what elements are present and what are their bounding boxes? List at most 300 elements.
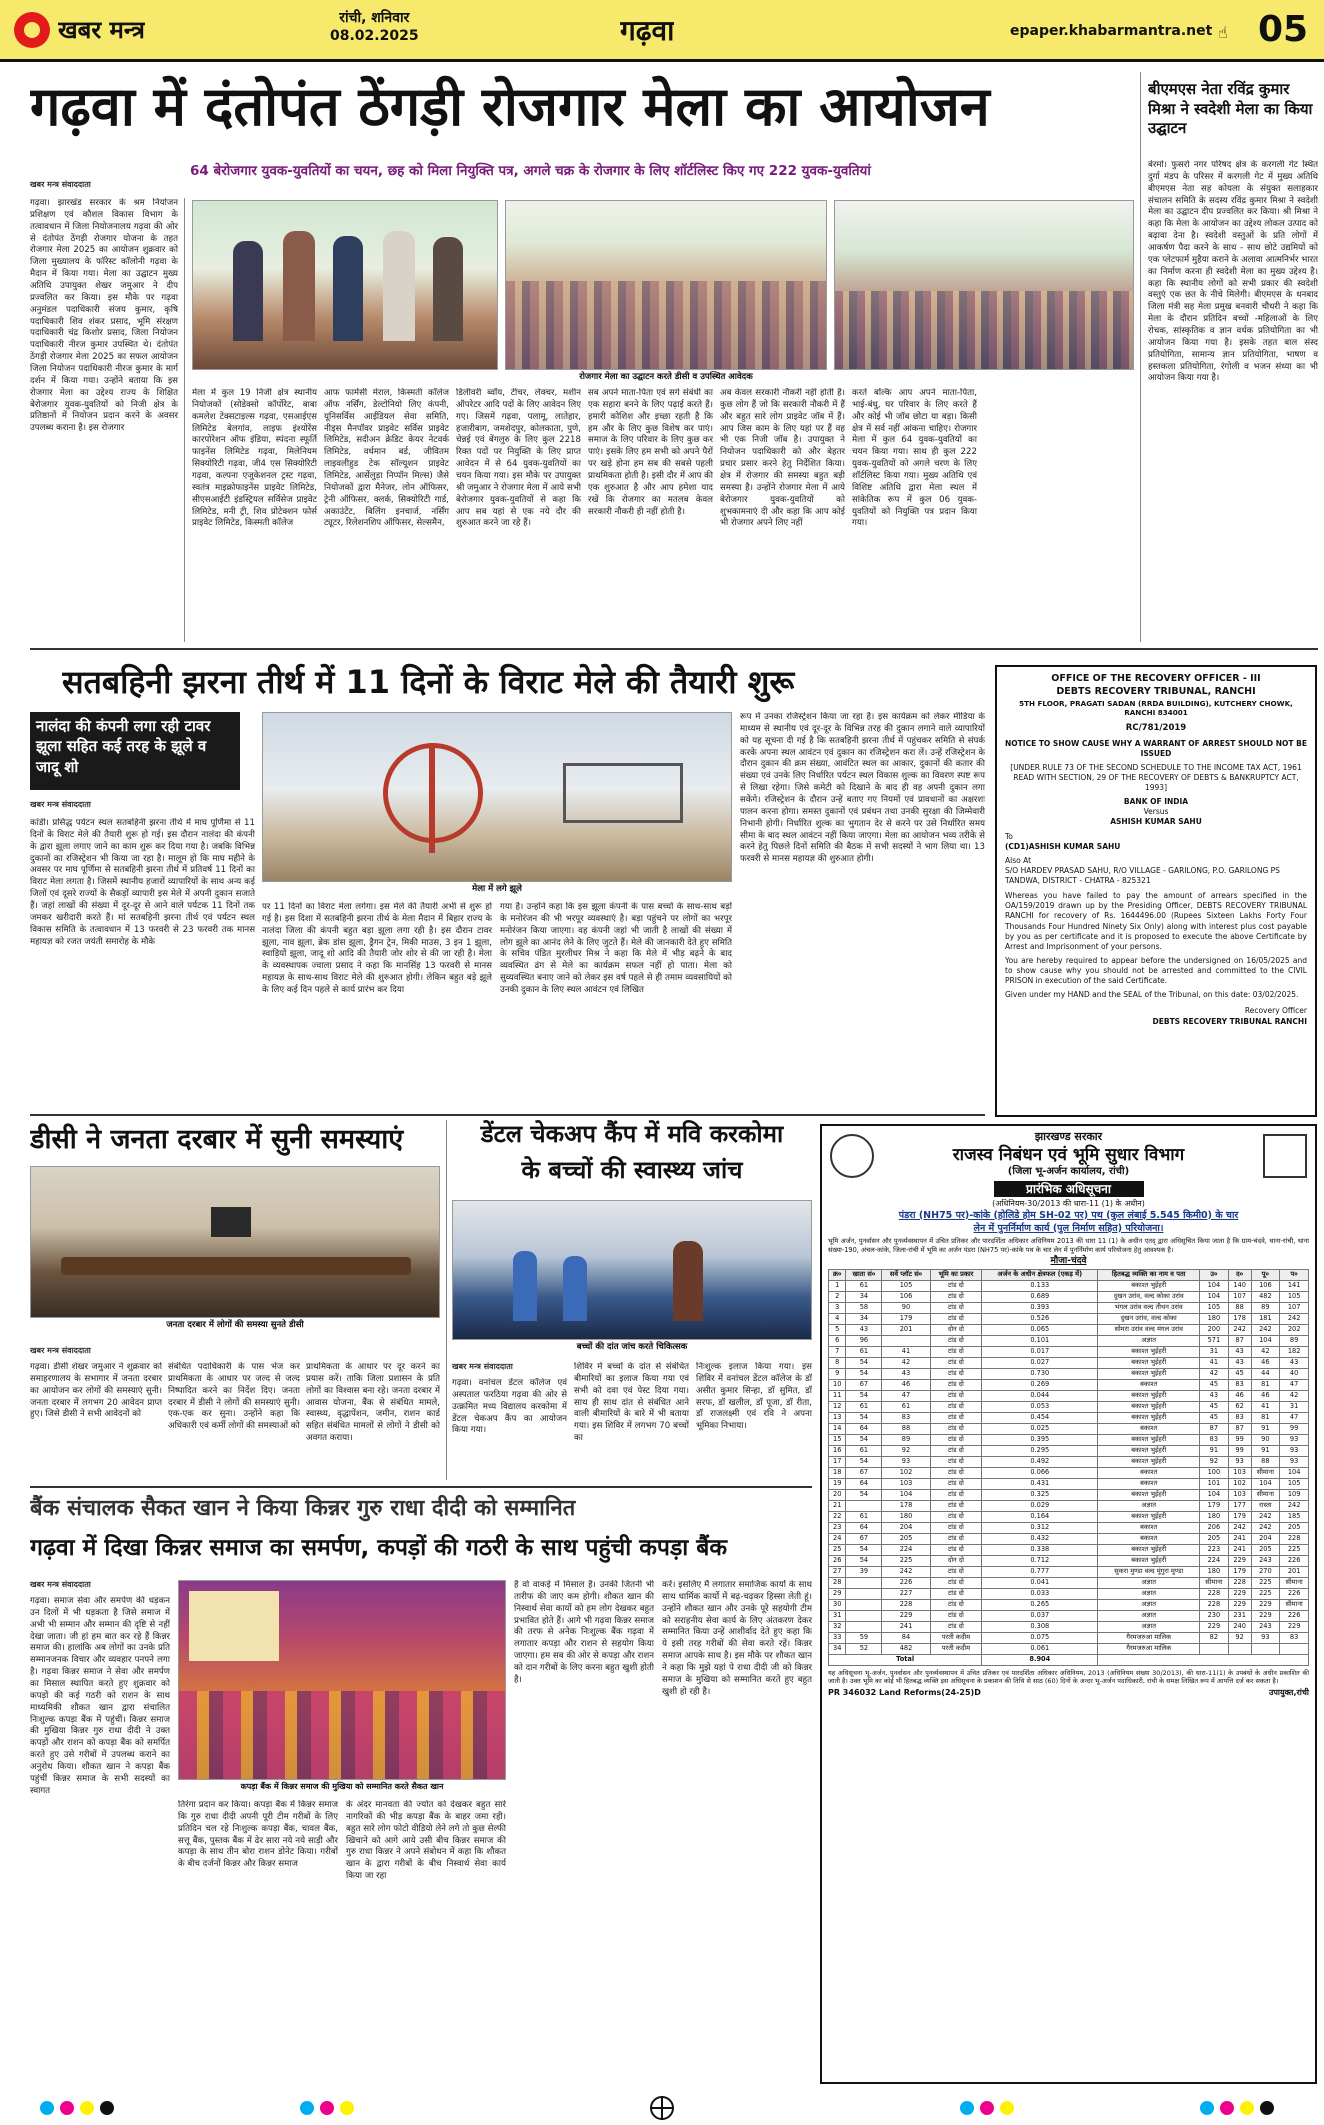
- table-cell: 67: [846, 1533, 882, 1544]
- table-cell: 93: [1228, 1456, 1251, 1467]
- table-cell: 39: [846, 1566, 882, 1577]
- land-table-header: उ०: [1200, 1269, 1229, 1280]
- table-cell: 204: [882, 1522, 930, 1533]
- table-cell: 19: [829, 1478, 846, 1489]
- table-cell: बकाश्त भुईहरी: [1098, 1412, 1200, 1423]
- table-cell: 242: [1251, 1324, 1280, 1335]
- table-cell: [1280, 1643, 1309, 1654]
- table-cell: बकाश्त: [1098, 1379, 1200, 1390]
- table-cell: टांड दो: [930, 1302, 982, 1313]
- story5-col1: गढ़वा। समाज सेवा और समर्पण की धड़कन उन दिलों में भी धड़कता है जिसे समाज में अभी भी सम्मान और सम्मान की दृष्टि से नहीं देखा जाता। जी हां हम बात कर रहे हैं किन्नर समाज की। हालांकि अब लोगों का उनके प्रति सम्मानजनक विचार और व्यवहार पनपने लगा है। गढ़वा किन्नर समाज ने सेवा और समर्पण का मिसाल स्थापित करते हुए शुक्रवार को कपड़ों की कई गठरी को राशन के साथ माध्यमिकी शौकत खान द्वारा संचालित निःशुल्क कपड़ा बैंक में पहुंचीं। किन्नर समाज की मुखिया किन्नर गुरु राधा दीदी ने उक्त कपड़ों और राशन को कपड़ा बैंक को समर्पित करते हुए उसे गरीबों में उपलब्ध कराने का अनुरोध किया। शौकत खान ने कपड़ा बैंक पहुंचीं किन्नर समाज के सभी सदस्यों का स्वागत: [30, 1596, 170, 1796]
- table-cell: 10: [829, 1379, 846, 1390]
- table-cell: 47: [1280, 1412, 1309, 1423]
- table-row: [829, 1368, 1309, 1379]
- table-cell: 99: [1228, 1445, 1251, 1456]
- table-cell: टांड दो: [930, 1588, 982, 1599]
- table-cell: सीमाना: [1251, 1489, 1280, 1500]
- table-cell: 0.526: [982, 1313, 1098, 1324]
- notice-versus: Versus: [1143, 807, 1169, 817]
- table-cell: 54: [846, 1390, 882, 1401]
- table-cell: 242: [1251, 1522, 1280, 1533]
- cursor-icon: ☝: [1218, 23, 1228, 42]
- table-cell: 91: [1251, 1423, 1280, 1434]
- land-sign: उपायुक्त,रांची: [1268, 1688, 1309, 1698]
- table-cell: बकाश्त: [1098, 1533, 1200, 1544]
- table-cell: टांड दो: [930, 1533, 982, 1544]
- table-cell: 54: [846, 1357, 882, 1368]
- table-row: [829, 1577, 1309, 1588]
- table-cell: 29: [829, 1588, 846, 1599]
- table-cell: 224: [1200, 1555, 1229, 1566]
- story4-col1: गढ़वा। वनांचल डेंटल कॉलेज एवं अस्पताल फरठिया गढ़वा की ओर से उत्क्रमित मध्य विद्यालय करकोमा में डेंटल चेकअप कैंप का आयोजन किया गया।: [452, 1378, 567, 1436]
- table-cell: 227: [882, 1588, 930, 1599]
- table-cell: 20: [829, 1489, 846, 1500]
- table-cell: टांड दो: [930, 1599, 982, 1610]
- story2-col1: कांडी। प्रसिद्ध पर्यटन स्थल सतबहिनी झरना तीर्थ में माघ पूर्णिमा से 11 दिनों के विराट मेले की तैयारी शुरू हो गई। इस दौरान नालंदा की कंपनी के द्वारा झूला लगाए जाने का काम शुरू कर दिया गया है। जबकि विभिन्न दुकानों का रजिस्ट्रेशन भी किया जा रहा है। मालूम हो कि माघ महीने के अवसर पर माघ पूर्णिमा से सतबहिनी झरना तीर्थ में प्रतिवर्ष 11 दिनों का विराट मेला लगता है। जिसमें स्थानीय हजारों व्यापारियों के साथ अन्य कई जिलों एवं दूसरे राज्यों के सैकड़ों व्यापारी इस मेले में अपनी दुकान सजाते हैं। जहां लाखों की संख्या में दूर-दूर से आने वाले पर्यटक 11 दिनों तक जमकर खरीदारी करते हैं। मां सतबहिनी झरना तीर्थ एवं पर्यटन स्थल विकास समिति के तत्वावधान में 13 फरवरी से 23 फरवरी तक मानस महायज्ञ को रजत जयंती समारोह के मौके: [30, 818, 255, 947]
- land-table-header: अर्जन के अधीन क्षेत्रफल (एकड़ में): [982, 1269, 1098, 1280]
- table-cell: 107: [1228, 1291, 1251, 1302]
- table-cell: टांड दो: [930, 1610, 982, 1621]
- table-cell: 0.712: [982, 1555, 1098, 1566]
- print-registration-bar: [0, 2092, 1324, 2125]
- table-cell: 34: [846, 1291, 882, 1302]
- table-cell: 7: [829, 1346, 846, 1357]
- table-cell: बकाश्त भुईहरी: [1098, 1456, 1200, 1467]
- total-label: Total: [829, 1654, 982, 1665]
- story4-col2: शिविर में बच्चों के दांत से संबंधित बीमारियों का इलाज किया गया एवं सभी को दवा एवं पेस्ट दिया गया। साथ ही साथ दांत से संबंधित आने वाली बीमारियों के बारे में भी बताया गया। इस शिविर में लगभग 70 बच्चों का: [574, 1362, 689, 1444]
- land-dept: राजस्व निबंधन एवं भूमि सुधार विभाग: [952, 1144, 1185, 1165]
- table-cell: 182: [1280, 1346, 1309, 1357]
- bms-text: बेरमो। फुसरो नगर परिषद क्षेत्र के करगली गेट स्थित दुर्गा मंडप के परिसर में करगली गेट में मुख्य अतिथि बीएमएस नेता सह कोयला के संयुक्त सलाहकार संचालन समिति के सदस्य रविंद्र कुमार मिश्रा ने स्वदेशी मेला का उद्घाटन दीप प्रज्वलित कर किया। श्री मिश्रा ने कहा कि मेला के आयोजन का उद्देश्य लोकल उत्पाद को बढ़ावा देना है। स्वदेशी वस्तुओं के प्रति लोगों में आकर्षण पैदा करने के साथ - साथ छोटे उद्यमियों को एक प्लेटफार्म मुहैया कराने के अलावा आत्मनिर्भर भारत का निर्माण करना ही स्वदेशी मेला का मुख्य उद्देश्य है। कहा कि स्थानीय लोगों को सभी प्रकार की स्वदेशी वस्तुएं एक छत के नीचे मिलेगी। बीएमएस के धनबाद जिला मंत्री सह मेला प्रमुख बनवारी चौधरी ने कहा कि मेला के दौरान प्रतिदिन बच्चों -महिलाओं के लिए रोचक, सांस्कृतिक व ज्ञान वर्धक प्रतियोगिता का भी आयोजन किया गया है। इसके तहत बाल संस्द प्रतियोगिता, सामान्य ज्ञान प्रतियोगिता, भाषण व हस्तकला प्रतियोगिता, रंगोली व भजन संध्या का भी आयोजन किया गया है।: [1148, 160, 1318, 384]
- table-cell: 83: [1228, 1379, 1251, 1390]
- epaper-link[interactable]: epaper.khabarmantra.net: [1010, 23, 1213, 39]
- table-cell: 185: [1280, 1511, 1309, 1522]
- table-cell: 0.492: [982, 1456, 1098, 1467]
- land-table-header: क्र०: [829, 1269, 846, 1280]
- table-cell: बकाश्त भुईहरी: [1098, 1511, 1200, 1522]
- land-mouja: मौजा-चंदवे: [1050, 1256, 1087, 1267]
- land-table-header: प०: [1280, 1269, 1309, 1280]
- table-cell: 0.033: [982, 1588, 1098, 1599]
- table-row: [829, 1324, 1309, 1335]
- table-row: [829, 1313, 1309, 1324]
- table-cell: 228: [1228, 1577, 1251, 1588]
- table-cell: टांड दो: [930, 1467, 982, 1478]
- table-cell: 6: [829, 1335, 846, 1346]
- table-row: [829, 1357, 1309, 1368]
- table-cell: 42: [882, 1357, 930, 1368]
- table-cell: 64: [846, 1522, 882, 1533]
- table-cell: 2: [829, 1291, 846, 1302]
- table-cell: 14: [829, 1423, 846, 1434]
- table-cell: 200: [1200, 1324, 1229, 1335]
- table-cell: 93: [882, 1456, 930, 1467]
- table-cell: 46: [882, 1379, 930, 1390]
- brand-name: खबर मन्त्र: [58, 16, 145, 44]
- table-cell: 0.101: [982, 1335, 1098, 1346]
- table-cell: 205: [882, 1533, 930, 1544]
- table-cell: बकाश्त भुईहरी: [1098, 1368, 1200, 1379]
- table-cell: अज्ञात: [1098, 1610, 1200, 1621]
- table-cell: 41: [1251, 1401, 1280, 1412]
- table-cell: 104: [1251, 1478, 1280, 1489]
- table-row: [829, 1302, 1309, 1313]
- story5-col4: है वो वाकई में मिसाल है। उनकी जितनी भी तारीफ की जाए कम होगी। शौकत खान की निस्वार्थ सेवा कार्यो को हम लोग देखकर बहुत प्रभावित होते हैं। आगे भी गढ़वा किन्नर समाज की तरफ से अनेक निःशुल्क बैंक गढ़वा में लगातार कपड़ा और राशन से सहयोग किया जाएगा। हम सब की ओर से कपड़ा और राशन को दान गरीबों के लिए करना बहुत खुशी होती है।: [514, 1580, 654, 1685]
- table-row: [829, 1291, 1309, 1302]
- table-cell: 180: [882, 1511, 930, 1522]
- hall-photo: [834, 200, 1134, 370]
- table-cell: 242: [1228, 1324, 1251, 1335]
- table-cell: अज्ञात: [1098, 1500, 1200, 1511]
- table-row: [829, 1610, 1309, 1621]
- table-cell: टांड दो: [930, 1478, 982, 1489]
- table-cell: 93: [1280, 1434, 1309, 1445]
- table-cell: 59: [846, 1632, 882, 1643]
- notice-tribunal: DEBTS RECOVERY TRIBUNAL, RANCHI: [1056, 685, 1256, 697]
- land-table-header: खाता सं०: [846, 1269, 882, 1280]
- table-cell: 42: [1200, 1368, 1229, 1379]
- table-row: [829, 1335, 1309, 1346]
- story4-byline: खबर मन्त्र संवाददाता: [452, 1362, 513, 1371]
- land-govt: झारखण्ड सरकार: [1034, 1130, 1103, 1143]
- table-cell: 21: [829, 1500, 846, 1511]
- notice-rule: [UNDER RULE 73 OF THE SECOND SCHEDULE TO THE INCOME TAX ACT, 1961 READ WITH SECTION, 29 OF THE RECOVERY OF DEBTS & BANKRUPTCY ACT, 1993]: [1010, 762, 1302, 793]
- table-row: [829, 1555, 1309, 1566]
- table-cell: 242: [1251, 1511, 1280, 1522]
- govt-emblem-icon: [830, 1134, 874, 1178]
- table-row: [829, 1456, 1309, 1467]
- table-cell: 223: [1200, 1544, 1229, 1555]
- table-cell: 83: [1280, 1632, 1309, 1643]
- table-cell: टांड दो: [930, 1621, 982, 1632]
- story3-caption: जनता दरबार में लोगों की समस्या सुनते डीसी: [166, 1320, 304, 1330]
- table-row: [829, 1280, 1309, 1291]
- table-cell: 0.066: [982, 1467, 1098, 1478]
- story4-headline-1: डेंटल चेकअप कैंप में मवि करकोमा: [480, 1120, 784, 1148]
- table-cell: 30: [829, 1599, 846, 1610]
- table-cell: अज्ञात: [1098, 1621, 1200, 1632]
- table-cell: 228: [882, 1599, 930, 1610]
- table-cell: 42: [1280, 1390, 1309, 1401]
- table-cell: 54: [846, 1544, 882, 1555]
- table-cell: टांड दो: [930, 1566, 982, 1577]
- table-row: [829, 1566, 1309, 1577]
- land-table-header: हितबद्ध व्यक्ति का नाम व पता: [1098, 1269, 1200, 1280]
- table-cell: 23: [829, 1522, 846, 1533]
- table-cell: 0.027: [982, 1357, 1098, 1368]
- table-cell: दोन दो: [930, 1324, 982, 1335]
- table-cell: परती कदीम: [930, 1643, 982, 1654]
- table-cell: 180: [1200, 1511, 1229, 1522]
- table-row: [829, 1379, 1309, 1390]
- table-cell: 0.777: [982, 1566, 1098, 1577]
- table-cell: 229: [1228, 1588, 1251, 1599]
- table-cell: 242: [1228, 1522, 1251, 1533]
- story1-col3: आफ फार्मेसी मेराल, किस्मती कॉलेज ऑफ नर्सिंग, डेल्टोनियो लिए कंपनी, यूनिसर्विस आईडियल सेवा समिति, नीड्स मैनपॉवर प्राइवेट सर्विस प्राइवेट लिमिटेड, सदीअन क्रेडिट केयर नेटवर्क लिमिटेड, वर्धमान बर्ड, जीवितम लाइवलीहुड टेक सॉल्यूशन प्राइवेट लिमिटेड, आर्सेलुड़ा निप्पॉन मिल्स) जैसे नियोजकों द्वारा मैनेजर, लोन ऑफिसर, ट्रेनी ऑफिसर, क्लर्क, सिक्योरिटी गार्ड, अकाउंटेंट, बिलिंग इनचार्ज, नर्सिंग ट्यूटर, रिलेशनशिप ऑफिसर, सेल्समैन,: [324, 388, 449, 529]
- story4-headline-2: के बच्चों की स्वास्थ्य जांच: [521, 1156, 743, 1184]
- table-cell: टांड दो: [930, 1357, 982, 1368]
- table-cell: 28: [829, 1577, 846, 1588]
- table-cell: सीमाना: [1280, 1577, 1309, 1588]
- table-cell: 141: [1280, 1280, 1309, 1291]
- page-number: 05: [1258, 9, 1309, 50]
- story2-col4: रूप में उनका रजिस्ट्रेशन किया जा रहा है। इस कार्यक्रम को लेकर मीडिया के माध्यम से स्थानीय एवं दूर-दूर के विभिन्न तरह की दुकान लगाने वाले व्यापारियों को यह सूचना दी गई है कि सतबहिनी झरना तीर्थ में पहुंचकर समिति से संपर्क करके अपना स्थल आवंटन एवं दुकान का रजिस्ट्रेशन करा लें। उन्हें रजिस्ट्रेशन के दौरान दुकान की क्रम संख्या, आवंटित स्थल का आकार, दुकानों की कतार की संख्या एवं उनके लिए निर्धारित पर्यटन स्थल विकास शुल्क का विवरण स्पष्ट रूप से लिखा रहेगा। जिसे कमेटी को दिखाने के बाद ही वह अपनी दुकान लगा सकेंगे। रजिस्ट्रेशन के दौरान उन्हें बताए गए नियमों एवं प्रावधानों का अक्षरशः पालन करना होगा। समस्त दुकानों एवं प्रबंधन तथा उनकी सुरक्षा की जिम्मेवारी निभानी होगी। निर्धारित शुल्क का भुगतान देर से करने पर उसे निर्धारित समय सीमा के बाद स्थल आवंटन नहीं किया जाएगा। मेला का आयोजन भव्य तरीके से करने हेतु पिछले दिनों समिति की बैठक में सभी सदस्यों ने भाग लिया था। 13 फरवरी से मानस महायज्ञ की शुरुआत होगी।: [740, 712, 985, 865]
- table-cell: 243: [1251, 1555, 1280, 1566]
- table-cell: 15: [829, 1434, 846, 1445]
- table-row: [829, 1588, 1309, 1599]
- total-spacer: [1098, 1654, 1309, 1665]
- table-cell: 4: [829, 1313, 846, 1324]
- story2-kicker: नालंदा की कंपनी लगा रही टावर झूला सहित कई तरह के झूले व जादू शो: [36, 717, 211, 776]
- story2-kicker-box: [30, 712, 240, 790]
- notice-rc-no: RC/781/2019: [1125, 723, 1187, 734]
- notice-address: 5TH FLOOR, PRAGATI SADAN (RRDA BUILDING), KUTCHERY CHOWK, RANCHI 834001: [1019, 698, 1293, 718]
- table-cell: 54: [846, 1412, 882, 1423]
- table-cell: [846, 1588, 882, 1599]
- table-cell: 46: [1251, 1357, 1280, 1368]
- table-cell: 43: [882, 1368, 930, 1379]
- table-cell: 43: [1228, 1346, 1251, 1357]
- table-cell: बकाश्त भुईहरी: [1098, 1280, 1200, 1291]
- table-cell: 46: [1251, 1390, 1280, 1401]
- table-cell: दुखन उरांव, वल्द कोका उरांव: [1098, 1291, 1200, 1302]
- table-cell: टांड दो: [930, 1489, 982, 1500]
- table-cell: 571: [1200, 1335, 1229, 1346]
- table-cell: बकाश्त: [1098, 1522, 1200, 1533]
- table-cell: 45: [1200, 1401, 1229, 1412]
- table-cell: 93: [1251, 1632, 1280, 1643]
- table-cell: 96: [846, 1335, 882, 1346]
- table-row: [829, 1500, 1309, 1511]
- table-cell: 104: [1280, 1467, 1309, 1478]
- total-value: 8.904: [982, 1654, 1098, 1665]
- table-cell: 103: [882, 1478, 930, 1489]
- story1-col5: सब अपने माता-पिता एवं सगे संबंधी का एक सहारा बनने के लिए पढ़ाई करते हैं। हमारी कोशिश और इच्छा रहती है कि हम और के लिए कुछ विशेष कर पाएं। समाज के लिए परिवार के लिए कुछ कर पाएं। इसके लिए हम सभी को अपने पैरों पर खड़े होना हम सब की सबसे पहली प्राथमिकता होती है। इसी दौर में आप की एक शुरुआत है और आप हमेशा याद रखें कि रोजगार का मतलब केवल सरकारी नौकरी ही नहीं होती है।: [588, 388, 713, 517]
- table-cell: अज्ञात: [1098, 1588, 1200, 1599]
- table-cell: टांड दो: [930, 1401, 982, 1412]
- table-cell: 225: [1251, 1588, 1280, 1599]
- table-cell: 89: [1280, 1335, 1309, 1346]
- table-cell: 91: [1251, 1445, 1280, 1456]
- table-cell: टांड दो: [930, 1379, 982, 1390]
- notice-bank: BANK OF INDIA: [1123, 797, 1189, 807]
- table-cell: 105: [882, 1280, 930, 1291]
- table-row: [829, 1511, 1309, 1522]
- table-cell: 42: [1251, 1346, 1280, 1357]
- kapda-bank-photo: [178, 1580, 506, 1780]
- table-row: [829, 1621, 1309, 1632]
- table-cell: रास्ता: [1251, 1500, 1280, 1511]
- table-cell: [846, 1599, 882, 1610]
- table-cell: 224: [882, 1544, 930, 1555]
- story3-col3: प्राथमिकता के आधार पर दूर करने का प्रयास करें। ताकि जिला प्रशासन के प्रति लोगों का विश्वास बना रहे। जनता दरबार में आवास योजना, बैंक से संबंधित मामले, स्वास्थ्य, वृद्धापेंशन, जमीन, राशन कार्ड सहित संबंधित मामलों से लोगों ने डीसी को अवगत कराया।: [306, 1362, 440, 1444]
- table-cell: 0.044: [982, 1390, 1098, 1401]
- table-cell: [1228, 1643, 1251, 1654]
- table-cell: 105: [1280, 1478, 1309, 1489]
- table-cell: 84: [882, 1632, 930, 1643]
- table-cell: 242: [882, 1566, 930, 1577]
- table-cell: 0.730: [982, 1368, 1098, 1379]
- inauguration-photo: [192, 200, 498, 370]
- story2-col2: पर 11 दिनों का विराट मेला लगेगा। इस मेले की तैयारी अभी से शुरू हो गई है। इस दिशा में सतबहिनी झरना तीर्थ के मेला मैदान में बिहार राज्य के नालंदा जिला की कंपनी बहुत बड़ा झूला लगा रही है। इस दौरान टावर झूला, नाव झूला, ब्रेक डांस झूला, ड्रैगन ट्रेन, मिकी माउस, 3 इन 1 झूला, स्वाड़ियों झूला, जादू शो आदि की तैयारी जोर शोर से की जा रही है। मेला के व्यवस्थापक ज्वाला प्रसाद ने कहा कि मानसिंह 13 फरवरी से मानस महायज्ञ के साथ-साथ विराट मेले की शुरुआत होगी। लेकिन बहुत बड़े झूले के लिए कई दिन पहले से कार्य प्रारंभ कर दिया: [262, 902, 492, 996]
- table-cell: 99: [1228, 1434, 1251, 1445]
- notice-office: OFFICE OF THE RECOVERY OFFICER - III: [1051, 673, 1261, 684]
- table-cell: 88: [1251, 1456, 1280, 1467]
- table-cell: सोमरा उरांव वल्द मंगल उरांव: [1098, 1324, 1200, 1335]
- story1-byline: खबर मन्त्र संवाददाता: [30, 180, 91, 189]
- table-cell: 91: [1200, 1445, 1229, 1456]
- table-cell: 34: [829, 1643, 846, 1654]
- table-cell: 89: [1251, 1302, 1280, 1313]
- table-cell: 93: [1280, 1456, 1309, 1467]
- table-cell: 61: [846, 1401, 882, 1412]
- land-act: (अधिनियम-30/2013 की धारा-11 (1) के अधीन): [992, 1198, 1145, 1208]
- brand-logo-icon: [14, 12, 50, 48]
- table-cell: 241: [1228, 1544, 1251, 1555]
- table-cell: 205: [1251, 1544, 1280, 1555]
- story3-col1: गढ़वा। डीसी शेखर जमुआर ने शुक्रवार को समाहरणालय के सभागार में जनता दरबार का आयोजन कर लोगों की समस्याएं सुनी। जनता दरबार में लगभग 20 आवेदन प्राप्त हुए। जिसे डीसी ने सभी आवेदनों को: [30, 1362, 162, 1420]
- table-cell: 8: [829, 1357, 846, 1368]
- table-cell: 0.065: [982, 1324, 1098, 1335]
- land-table-header: द०: [1228, 1269, 1251, 1280]
- table-cell: 231: [1228, 1610, 1251, 1621]
- table-cell: 228: [1280, 1533, 1309, 1544]
- land-table-header: सर्वे प्लॉट सं०: [882, 1269, 930, 1280]
- table-cell: टांड दो: [930, 1445, 982, 1456]
- table-cell: 241: [882, 1621, 930, 1632]
- table-cell: 201: [1280, 1566, 1309, 1577]
- table-cell: 206: [1200, 1522, 1229, 1533]
- table-row: [829, 1489, 1309, 1500]
- table-cell: 31: [1280, 1401, 1309, 1412]
- story4-col3: निःशुल्क इलाज किया गया। इस शिविर में वनांचल डेंटल कॉलेज के डॉ असीत कुमार सिन्हा, डॉ सुमित, डॉ सरफ, डॉ खलील, डॉ पूजा, डॉ रीता, डॉ राजलक्ष्मी एवं रवि ने अपना भूमिका निभाया।: [696, 1362, 812, 1432]
- table-row: [829, 1522, 1309, 1533]
- table-cell: 100: [1200, 1467, 1229, 1478]
- table-row: [829, 1478, 1309, 1489]
- table-cell: 87: [1200, 1423, 1229, 1434]
- table-cell: 61: [846, 1445, 882, 1456]
- story3-byline: खबर मन्त्र संवाददाता: [30, 1346, 91, 1355]
- table-cell: 230: [1200, 1610, 1229, 1621]
- dental-camp-photo: [452, 1200, 812, 1340]
- table-cell: 104: [1251, 1335, 1280, 1346]
- table-cell: 482: [1251, 1291, 1280, 1302]
- table-row: [829, 1599, 1309, 1610]
- land-acquisition-notice: [820, 1124, 1317, 2084]
- table-cell: 62: [1228, 1401, 1251, 1412]
- table-cell: [846, 1621, 882, 1632]
- table-cell: 45: [1200, 1412, 1229, 1423]
- table-cell: 179: [1228, 1511, 1251, 1522]
- table-cell: 0.061: [982, 1643, 1098, 1654]
- table-cell: टांड दो: [930, 1456, 982, 1467]
- table-cell: 105: [1280, 1291, 1309, 1302]
- table-row: [829, 1346, 1309, 1357]
- table-cell: 22: [829, 1511, 846, 1522]
- table-cell: 31: [1200, 1346, 1229, 1357]
- story5-col2: तिरंगा प्रदान कर किया। कपड़ा बैंक में किन्नर समाज कि गुरु राधा दीदी अपनी पूरी टीम गरीबों के लिए प्रतिदिन चल रहे निःशुल्क कपड़ा बैंक, चावल बैंक, सत्तू बैंक, पुस्तक बैंक में ढेर सारा नये नये साड़ी और कपड़ा के साथ तीन बोरा राशन डोनेट किया। गरीबों के बीच दर्जनों किन्नर और किन्नर समाज: [178, 1800, 338, 1870]
- table-cell: टांड दो: [930, 1335, 982, 1346]
- notice-to-name: (CD1)ASHISH KUMAR SAHU: [1005, 841, 1121, 851]
- table-cell: 26: [829, 1555, 846, 1566]
- table-cell: बकाश्त भुईहरी: [1098, 1445, 1200, 1456]
- table-cell: 201: [882, 1324, 930, 1335]
- land-office: (जिला भू-अर्जन कार्यालय, रांची): [1007, 1166, 1130, 1178]
- table-cell: 229: [1200, 1621, 1229, 1632]
- table-cell: 229: [1228, 1599, 1251, 1610]
- table-cell: 67: [846, 1467, 882, 1478]
- land-title-1: पंडरा (NH75 पर)-कांके (होलिडे होम SH-02 पर) पथ (कुल लंबाई 5.545 किमी0) के चार: [898, 1209, 1239, 1221]
- table-cell: 82: [1200, 1632, 1229, 1643]
- table-cell: 16: [829, 1445, 846, 1456]
- table-cell: 44: [1251, 1368, 1280, 1379]
- table-cell: 61: [846, 1511, 882, 1522]
- table-cell: सुकरा मुण्डा वल्द मुंगुरा मुण्डा: [1098, 1566, 1200, 1577]
- table-cell: 88: [1228, 1302, 1251, 1313]
- table-cell: 24: [829, 1533, 846, 1544]
- issue-date: 08.02.2025: [330, 27, 419, 44]
- table-cell: 81: [1251, 1379, 1280, 1390]
- story1-subhead: 64 बेरोजगार युवक-युवतियों का चयन, छह को मिला नियुक्ति पत्र, अगले चक्र के रोजगार के लिए शॉर्टलिस्ट किए गए 222 युवक-युवतियां: [190, 163, 871, 179]
- table-cell: बकाश्त भुईहरी: [1098, 1390, 1200, 1401]
- table-cell: 83: [1228, 1412, 1251, 1423]
- table-cell: 25: [829, 1544, 846, 1555]
- table-cell: 87: [1228, 1423, 1251, 1434]
- table-cell: बकाश्त भुईहरी: [1098, 1357, 1200, 1368]
- table-cell: अज्ञात: [1098, 1577, 1200, 1588]
- table-cell: 0.075: [982, 1632, 1098, 1643]
- table-cell: बकाश्त: [1098, 1478, 1200, 1489]
- notice-para1: Whereas you have failed to pay the amount of arrears specified in the OA/159/2019 drawn up by the Presiding Officer, DEBTS RECOVERY TRIBUNAL RANCHI for recovery of Rs. 1644496.00 (Rupees Sixteen Lakhs Forty Four Thousands Four Hundred Ninety Six Only) along with interest plus cost payable by you as per certificate and it is proposed to execute the above Certificate by Arrest and Imprisonment of your persons.: [1005, 891, 1307, 951]
- table-cell: 27: [829, 1566, 846, 1577]
- table-cell: 229: [1280, 1621, 1309, 1632]
- land-title-2: लेन में पुनर्निर्माण कार्य (पुल निर्माण सहित) परियोजना।: [973, 1222, 1164, 1234]
- table-cell: 41: [882, 1346, 930, 1357]
- table-cell: 3: [829, 1302, 846, 1313]
- story1-col7: करते बल्कि आप अपने माता-पिता, भाई-बंधु, घर परिवार के लिए करते हैं और कोई भी जॉब छोटा या बड़ा। किसी क्षेत्र में सर्व नहीं आंकना चाहिए। रोजगार मेला में कुल 64 युवक-युवतियों का चयन किया गया। साथ ही कुल 222 युवक-युवतियों को अगले चरण के लिए शॉर्टलिस्ट किया गया। मुख्य अतिथि एवं विशिष्ट अतिथि द्वारा मेला स्थल में सांकेतिक रूप में कुल 06 युवक-युवतियों को नियुक्ति पत्र प्रदान किया गया।: [852, 388, 977, 529]
- notice-para3: Given under my HAND and the SEAL of the Tribunal, on this date: 03/02/2025.: [1005, 990, 1299, 1000]
- table-cell: 0.395: [982, 1434, 1098, 1445]
- story3-headline: डीसी ने जनता दरबार में सुनी समस्याएं: [30, 1124, 404, 1155]
- table-cell: 104: [1200, 1280, 1229, 1291]
- story5-col5: करें। इसलिए मैं लगातार समाजिक कार्यो के साथ साथ धार्मिक कार्यो में बढ़-चढ़कर हिस्सा लेती हूं। उन्होंने शौकत खान और उनके पूरे सहयोगी टीम को सराहनीय सेवा कार्य के लिए अंतकरण देकर सम्मानित किया उन्हें आशीर्वाद देते हुए कहा कि ये इसी तरह गरीबों की सेवा करते रहें। किन्नर समाज आपके साथ है। इस मौके पर शौकत खान ने कहा कि मुझे यहां पे राधा दीदी जी को किन्नर समाज के मुखिया को सम्मानित करते हुए बहुत खुशी हो रही है।: [662, 1580, 812, 1697]
- table-cell: 181: [1251, 1313, 1280, 1324]
- table-cell: टांड दो: [930, 1434, 982, 1445]
- table-row: [829, 1544, 1309, 1555]
- table-cell: [846, 1500, 882, 1511]
- table-cell: 0.269: [982, 1379, 1098, 1390]
- land-table-header: पू०: [1251, 1269, 1280, 1280]
- table-cell: 179: [882, 1313, 930, 1324]
- table-cell: भंगल उरांव वल्द तीथन उरांव: [1098, 1302, 1200, 1313]
- table-cell: 0.432: [982, 1533, 1098, 1544]
- land-intro: भूमि अर्जन, पुनर्वासन और पुनर्व्यवस्थापन में उचित प्रतिकर और पारदर्शिता अधिकार अधिनियम 2013 की धारा 11 (1) के अधीन एतद् द्वारा अधिसूचित किया जाता है कि ग्राम-चंदवे, थाना-रांची, थाना संख्या-190, अंचल-कांके, जिला-रांची में भूमि का अर्जन पंडरा (NH75 पर)-कांके पथ के चार लेन में पुनर्निर्माण कार्य परियोजना हेतु आवश्यक है।: [828, 1237, 1309, 1254]
- notice-address-lines: S/O HARDEV PRASAD SAHU, R/O VILLAGE - GARILONG, P.O. GARILONG PS TANDWA, DISTRICT - CHATRA - 825321: [1005, 865, 1280, 886]
- table-cell: सीमाना: [1251, 1467, 1280, 1478]
- table-cell: 205: [1200, 1533, 1229, 1544]
- table-cell: टांड दो: [930, 1511, 982, 1522]
- table-cell: 179: [1228, 1566, 1251, 1577]
- table-cell: 104: [1200, 1291, 1229, 1302]
- table-cell: 0.133: [982, 1280, 1098, 1291]
- table-cell: 0.308: [982, 1621, 1098, 1632]
- table-row: [829, 1632, 1309, 1643]
- table-cell: 11: [829, 1390, 846, 1401]
- table-cell: 61: [882, 1401, 930, 1412]
- table-cell: 81: [1251, 1412, 1280, 1423]
- table-cell: बकाश्त भुईहरी: [1098, 1401, 1200, 1412]
- story1-col2: मेला में कुल 19 निजी क्षेत्र स्थानीय नियोजकों (सोडेक्सो कॉर्पोरेट, बाबा कमलेश टेक्सटाइल्स गढ़वा, एसआईएस लिमिटेड बेलगांव, लाइफ इंश्योरेंस कारपोरेशन ऑफ इंडिया, स्पंदना स्फूर्ति फाइनेंस लिमिटेड गढ़वा, मिलेनियम सिक्योरिटी गढ़वा, जी4 एस सिक्योरिटी गढ़वा, कल्पना एजुकेशनल ट्रस्ट गढ़वा, स्वतंत्र माइक्रोफाइनेंस प्राइवेट लिमिटेड, सीएसआईटी इंडस्ट्रियल सर्विसेज प्राइवेट लिमिटेड, मनी ट्री, शिव प्रोटेक्शन फोर्स प्राइवेट लिमिटेड, किस्मती कॉलेज: [192, 388, 317, 529]
